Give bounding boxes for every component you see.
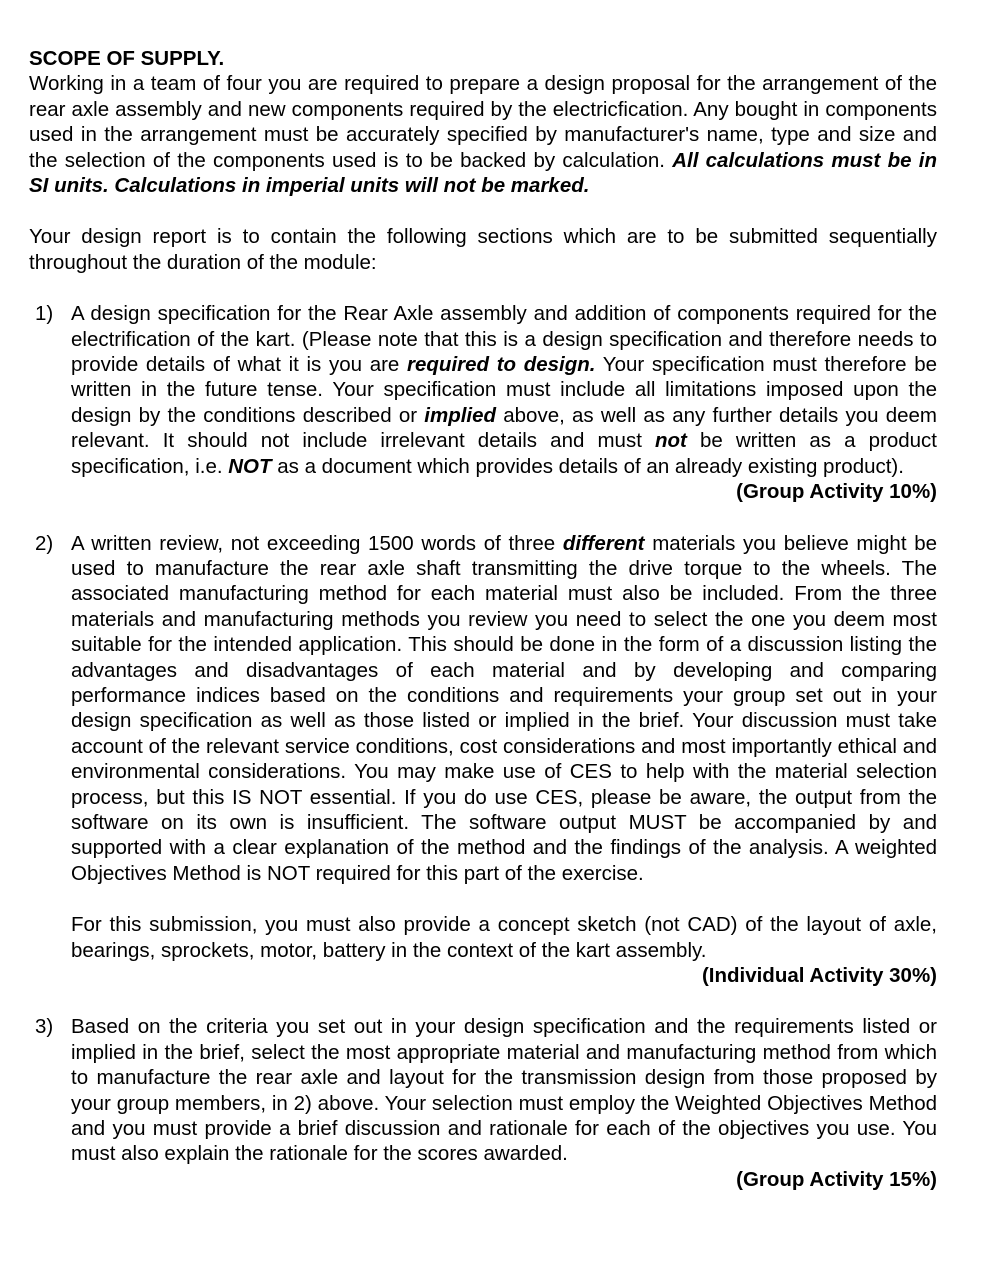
emphasis-different: different: [562, 531, 645, 555]
intro-emphasis: All calculations must be in SI units. Calculations in imperial units will not be marked.: [29, 148, 937, 198]
intro-paragraph: [29, 71, 937, 198]
emphasis-not: not: [655, 429, 687, 453]
item-number: 1): [35, 302, 54, 326]
item-number: 2): [35, 531, 54, 555]
section-heading: SCOPE OF SUPPLY.: [29, 47, 225, 70]
item-2-text: A written review, not exceeding 1500 words of three different materials you believe might be used to manufacture the rear axle shaft transmitting the drive torque to the wheels. The associated manufacturing method for each material must also be included. From the three materials and manufacturing methods you review you need to select the one you deem most suitable for the intended application. This should be done in the form of a discussion listing the advantages and disadvantages of each material and by developing and comparing performance indices based on the conditions and requirements your group set out in your design specification as well as those listed or implied in the brief. Your discussion must take account of the relevant service conditions, cost considerations and most importantly ethical and environmental considerations. You may make use of CES to help with the material selection process, but this IS NOT essential. If you do use CES, please be aware, the output from the software on its own is insufficient. The software output MUST be accompanied by and supported with a clear explanation of the method and the findings of the analysis. A weighted Objectives Method is NOT required for this part of the exercise.: [71, 531, 937, 885]
intro-text: Working in a team of four you are required to prepare a design proposal for the arrangement of the rear axle assembly and new components required by the electricfication. Any bought in components used in the arrangement must be accurately specified by manufacturer's name, type and size and the selection of the components used is to be backed by calculation.: [29, 72, 937, 172]
list-item-2: [29, 531, 937, 989]
emphasis-required-to-design: required to design.: [407, 353, 596, 377]
emphasis-NOT: NOT: [228, 454, 272, 478]
list-item-3: [29, 1014, 937, 1192]
item-1-text: A design specification for the Rear Axle assembly and addition of components required for the electrification of the kart. (Please note that this is a design specification and therefore needs to provide details of what it is you are required to design. Your specification must therefore be written in the future tense. Your specification must include all limitations imposed upon the design by the conditions described or implied above, as well as any further details you deem relevant. It should not include irrelevant details and must not be written as a product specification, i.e. NOT as a document which provides details of an already existing product).: [71, 302, 937, 478]
item-number: 3): [35, 1015, 54, 1039]
emphasis-implied: implied: [424, 403, 497, 427]
activity-label: (Group Activity 15%): [736, 1167, 937, 1191]
activity-label: (Individual Activity 30%): [701, 964, 937, 987]
activity-label: (Group Activity 10%): [736, 480, 937, 504]
item-2-followup: For this submission, you must also provide a concept sketch (not CAD) of the layout of axle, bearings, sprockets, motor, battery in the context of the kart assembly.: [71, 913, 937, 962]
report-intro-paragraph: Your design report is to contain the following sections which are to be submitted sequentially throughout the duration of the module:: [29, 225, 937, 274]
item-3-text: Based on the criteria you set out in your design specification and the requirements listed or implied in the brief, select the most appropriate material and manufacturing method from which to manufacture the rear axle and layout for the transmission design from those proposed by your group members, in 2) above. Your selection must employ the Weighted Objectives Method and you must provide a brief discussion and rationale for each of the objectives you use. You must also explain the rationale for the scores awarded.: [71, 1015, 937, 1166]
list-item-1: [29, 301, 937, 504]
